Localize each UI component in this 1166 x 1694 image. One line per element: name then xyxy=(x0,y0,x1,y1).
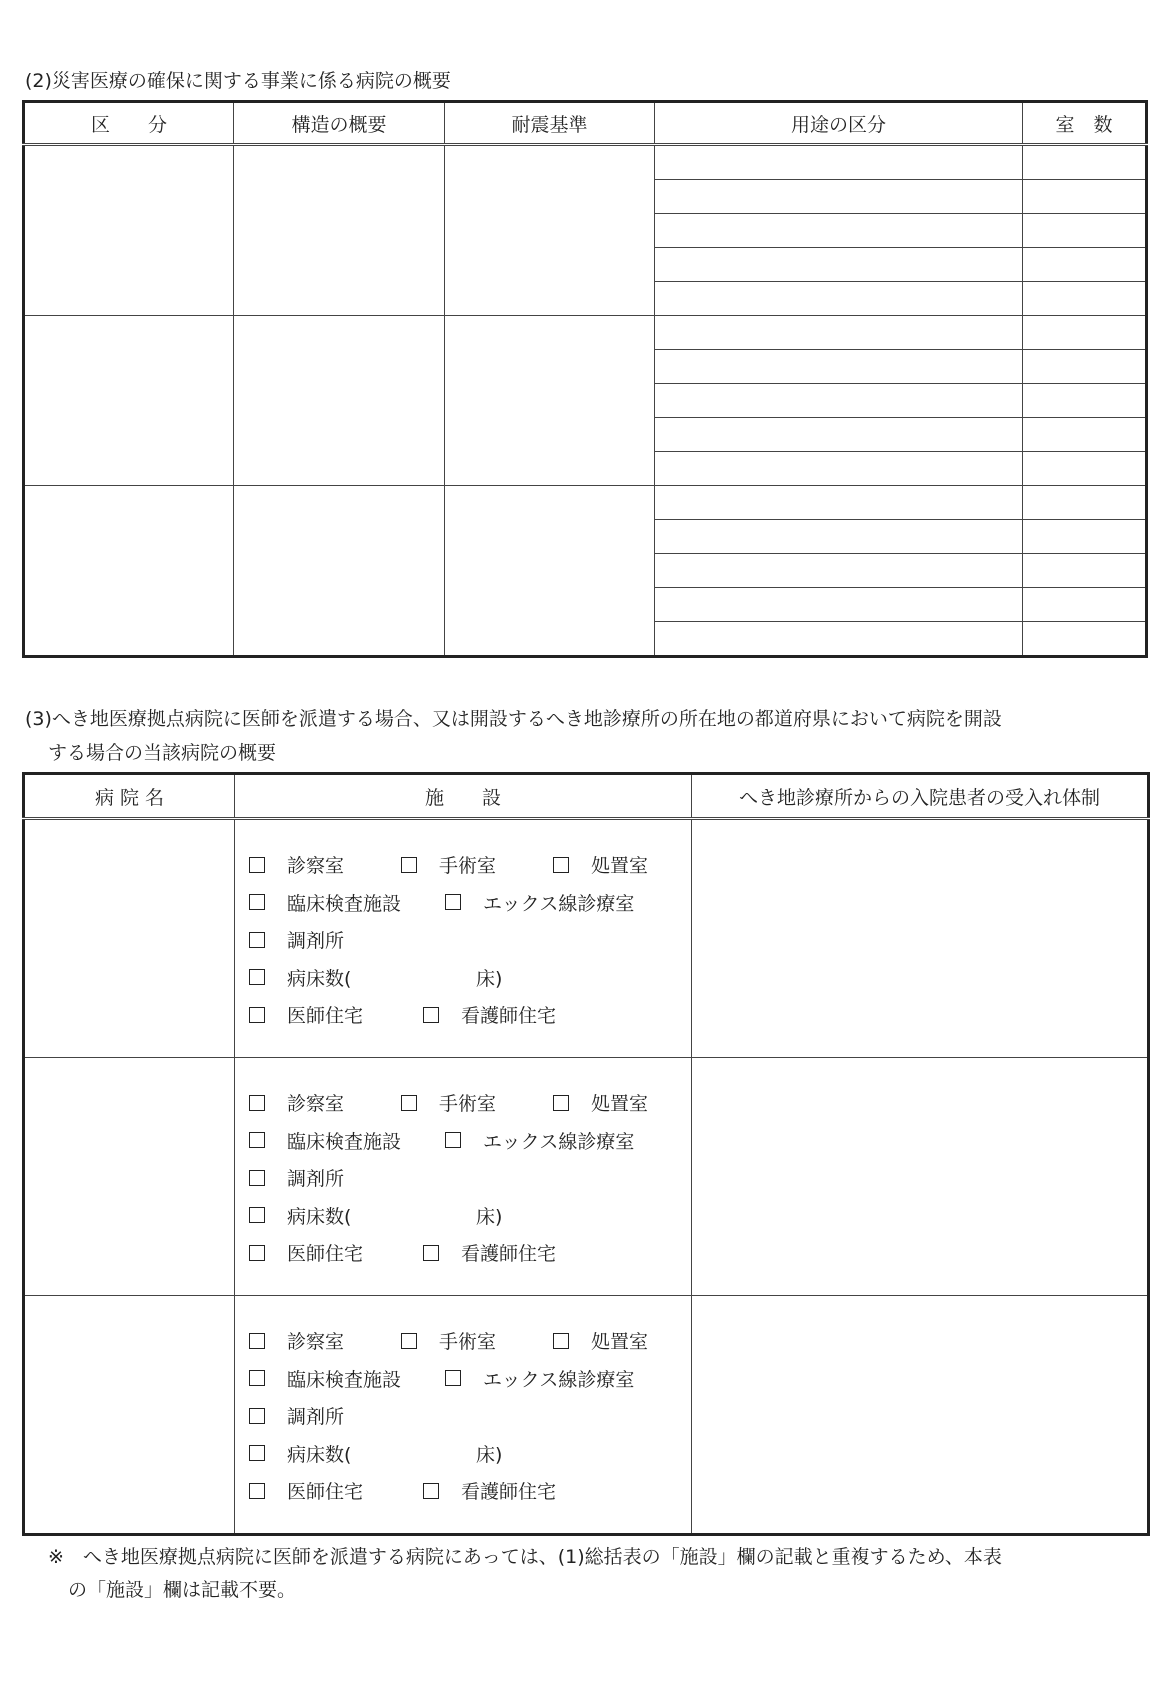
usage-cell[interactable] xyxy=(655,350,1023,384)
usage-cell[interactable] xyxy=(655,622,1023,657)
usage-cell[interactable] xyxy=(655,145,1023,180)
checkbox[interactable] xyxy=(249,1445,265,1461)
checkbox[interactable] xyxy=(249,1007,265,1023)
checkbox[interactable] xyxy=(445,1132,461,1148)
facility-treatment: 処置室 xyxy=(591,855,649,877)
facility-lab: 臨床検査施設 xyxy=(287,1130,402,1153)
rooms-cell[interactable] xyxy=(1023,145,1147,180)
rooms-cell[interactable] xyxy=(1023,282,1147,316)
facility-treatment: 処置室 xyxy=(591,1093,649,1115)
rooms-cell[interactable] xyxy=(1023,452,1147,486)
checkbox[interactable] xyxy=(249,969,265,985)
category-cell[interactable] xyxy=(24,316,234,486)
facility-nurse-housing: 看護師住宅 xyxy=(461,1005,557,1027)
usage-cell[interactable] xyxy=(655,520,1023,554)
facilities-cell xyxy=(235,1296,692,1535)
facility-consultation: 診察室 xyxy=(287,1093,345,1115)
checkbox[interactable] xyxy=(401,1333,417,1349)
table-row xyxy=(24,1296,1149,1535)
structure-cell[interactable] xyxy=(234,316,445,486)
checkbox[interactable] xyxy=(423,1483,439,1499)
usage-cell[interactable] xyxy=(655,588,1023,622)
header-rooms: 室 数 xyxy=(1023,102,1147,145)
header-usage: 用途の区分 xyxy=(655,102,1023,145)
facility-beds-suffix: 床) xyxy=(476,1443,503,1466)
usage-cell[interactable] xyxy=(655,418,1023,452)
usage-cell[interactable] xyxy=(655,248,1023,282)
checkbox[interactable] xyxy=(445,894,461,910)
checkbox[interactable] xyxy=(249,1483,265,1499)
header-seismic: 耐震基準 xyxy=(445,102,655,145)
header-facilities: 施 設 xyxy=(235,774,692,819)
table-row xyxy=(24,486,1147,520)
checkbox[interactable] xyxy=(401,857,417,873)
checkbox[interactable] xyxy=(249,1370,265,1386)
facilities-cell xyxy=(235,819,692,1058)
category-cell[interactable] xyxy=(24,486,234,657)
rooms-cell[interactable] xyxy=(1023,316,1147,350)
admission-system-cell[interactable] xyxy=(692,819,1149,1058)
header-admission-system: へき地診療所からの入院患者の受入れ体制 xyxy=(692,774,1149,819)
rooms-cell[interactable] xyxy=(1023,554,1147,588)
checkbox[interactable] xyxy=(553,857,569,873)
rooms-cell[interactable] xyxy=(1023,588,1147,622)
facility-nurse-housing: 看護師住宅 xyxy=(461,1243,557,1265)
facility-consultation: 診察室 xyxy=(287,1331,345,1353)
checkbox[interactable] xyxy=(249,857,265,873)
note-line1: ※ へき地医療拠点病院に医師を派遣する病院にあっては、(1)総括表の「施設」欄の記載と重複するため、本表 xyxy=(48,1546,1002,1568)
structure-cell[interactable] xyxy=(234,145,445,316)
rooms-cell[interactable] xyxy=(1023,214,1147,248)
facility-dispensary: 調剤所 xyxy=(287,1168,345,1190)
checkbox[interactable] xyxy=(249,1245,265,1261)
facility-checklist xyxy=(235,1296,691,1512)
usage-cell[interactable] xyxy=(655,214,1023,248)
seismic-cell[interactable] xyxy=(445,486,655,657)
table-row xyxy=(24,145,1147,180)
facility-xray: エックス線診療室 xyxy=(483,892,635,915)
facility-doctor-housing: 医師住宅 xyxy=(287,1481,364,1503)
category-cell[interactable] xyxy=(24,145,234,316)
checkbox[interactable] xyxy=(553,1095,569,1111)
usage-cell[interactable] xyxy=(655,316,1023,350)
facility-lab: 臨床検査施設 xyxy=(287,1368,402,1391)
rooms-cell[interactable] xyxy=(1023,622,1147,657)
table-row xyxy=(24,316,1147,350)
section3-caption-line1: (3)へき地医療拠点病院に医師を派遣する場合、又は開設するへき地診療所の所在地の都道府県において病院を開設 xyxy=(25,708,1002,730)
facility-dispensary: 調剤所 xyxy=(287,930,345,952)
usage-cell[interactable] xyxy=(655,180,1023,214)
facilities-cell xyxy=(235,1058,692,1296)
usage-cell[interactable] xyxy=(655,282,1023,316)
checkbox[interactable] xyxy=(553,1333,569,1349)
header-structure: 構造の概要 xyxy=(234,102,445,145)
seismic-cell[interactable] xyxy=(445,145,655,316)
rooms-cell[interactable] xyxy=(1023,180,1147,214)
checkbox[interactable] xyxy=(249,894,265,910)
checkbox[interactable] xyxy=(249,1095,265,1111)
section2-caption: (2)災害医療の確保に関する事業に係る病院の概要 xyxy=(25,70,451,92)
hospital-name-cell[interactable] xyxy=(24,819,235,1058)
facility-surgery: 手術室 xyxy=(439,1093,497,1115)
hospital-name-cell[interactable] xyxy=(24,1296,235,1535)
facility-doctor-housing: 医師住宅 xyxy=(287,1243,364,1265)
facility-surgery: 手術室 xyxy=(439,1331,497,1353)
rooms-cell[interactable] xyxy=(1023,486,1147,520)
checkbox[interactable] xyxy=(249,1170,265,1186)
checkbox[interactable] xyxy=(445,1370,461,1386)
facility-beds-prefix: 病床数( xyxy=(287,967,352,990)
checkbox[interactable] xyxy=(249,932,265,948)
rooms-cell[interactable] xyxy=(1023,418,1147,452)
seismic-cell[interactable] xyxy=(445,316,655,486)
facility-treatment: 処置室 xyxy=(591,1331,649,1353)
facility-beds-prefix: 病床数( xyxy=(287,1205,352,1228)
table-row xyxy=(24,1058,1149,1296)
checkbox[interactable] xyxy=(249,1333,265,1349)
section3-caption-line2: する場合の当該病院の概要 xyxy=(48,742,277,764)
admission-system-cell[interactable] xyxy=(692,1058,1149,1296)
usage-cell[interactable] xyxy=(655,486,1023,520)
checkbox[interactable] xyxy=(401,1095,417,1111)
remote-hospital-table xyxy=(22,772,1150,1536)
usage-cell[interactable] xyxy=(655,452,1023,486)
facility-dispensary: 調剤所 xyxy=(287,1406,345,1428)
checkbox[interactable] xyxy=(249,1207,265,1223)
usage-cell[interactable] xyxy=(655,554,1023,588)
rooms-cell[interactable] xyxy=(1023,520,1147,554)
note-line2: の「施設」欄は記載不要。 xyxy=(68,1579,297,1601)
facility-checklist xyxy=(235,820,691,1036)
facility-xray: エックス線診療室 xyxy=(483,1130,635,1153)
header-category: 区 分 xyxy=(24,102,234,145)
checkbox[interactable] xyxy=(423,1245,439,1261)
table-row xyxy=(24,819,1149,1058)
checkbox[interactable] xyxy=(249,1132,265,1148)
facility-checklist xyxy=(235,1058,691,1274)
facility-xray: エックス線診療室 xyxy=(483,1368,635,1391)
hospital-name-cell[interactable] xyxy=(24,1058,235,1296)
structure-cell[interactable] xyxy=(234,486,445,657)
facility-beds-suffix: 床) xyxy=(476,1205,503,1228)
facility-beds-suffix: 床) xyxy=(476,967,503,990)
disaster-hospital-table xyxy=(22,100,1148,658)
facility-consultation: 診察室 xyxy=(287,855,345,877)
rooms-cell[interactable] xyxy=(1023,248,1147,282)
rooms-cell[interactable] xyxy=(1023,350,1147,384)
header-hospital-name: 病 院 名 xyxy=(24,774,235,819)
admission-system-cell[interactable] xyxy=(692,1296,1149,1535)
usage-cell[interactable] xyxy=(655,384,1023,418)
checkbox[interactable] xyxy=(249,1408,265,1424)
rooms-cell[interactable] xyxy=(1023,384,1147,418)
checkbox[interactable] xyxy=(423,1007,439,1023)
facility-surgery: 手術室 xyxy=(439,855,497,877)
facility-doctor-housing: 医師住宅 xyxy=(287,1005,364,1027)
facility-nurse-housing: 看護師住宅 xyxy=(461,1481,557,1503)
facility-beds-prefix: 病床数( xyxy=(287,1443,352,1466)
facility-lab: 臨床検査施設 xyxy=(287,892,402,915)
